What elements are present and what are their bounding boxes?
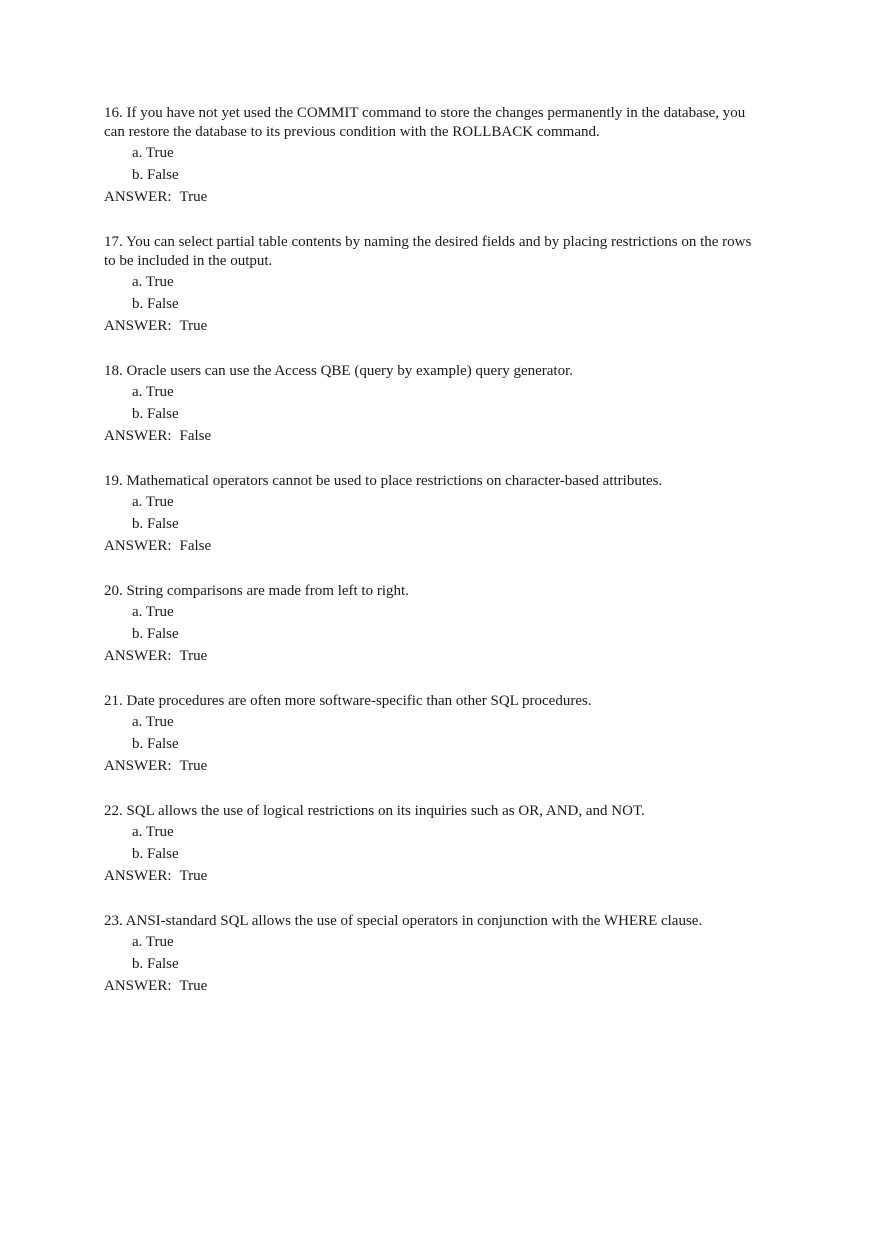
question-17 bbox=[104, 233, 764, 338]
option-a: a. True bbox=[132, 714, 174, 730]
answer-value: True bbox=[179, 978, 208, 994]
answer-line bbox=[104, 645, 764, 668]
option-b: b. False bbox=[132, 406, 179, 422]
answer-value: True bbox=[179, 189, 208, 205]
answer-line bbox=[104, 186, 764, 209]
option-a: a. True bbox=[132, 274, 174, 290]
question-stem: 17. You can select partial table contents by naming the desired fields and by placing restrictions on the rows to be included in the output. bbox=[104, 234, 752, 269]
question-21 bbox=[104, 692, 764, 778]
option-a: a. True bbox=[132, 604, 174, 620]
answer-line bbox=[104, 315, 764, 338]
option-a: a. True bbox=[132, 494, 174, 510]
option-b: b. False bbox=[132, 296, 179, 312]
option-b: b. False bbox=[132, 626, 179, 642]
answer-value: True bbox=[179, 318, 208, 334]
answer-value: True bbox=[179, 648, 208, 664]
question-stem: 23. ANSI-standard SQL allows the use of special operators in conjunction with the WHERE clause. bbox=[104, 913, 703, 929]
answer-value: True bbox=[179, 868, 208, 884]
answer-line bbox=[104, 425, 764, 448]
answer-label: ANSWER: bbox=[104, 538, 172, 554]
option-a: a. True bbox=[132, 824, 174, 840]
option-a: a. True bbox=[132, 384, 174, 400]
option-a: a. True bbox=[132, 934, 174, 950]
answer-label: ANSWER: bbox=[104, 868, 172, 884]
question-stem: 19. Mathematical operators cannot be used to place restrictions on character-based attributes. bbox=[104, 473, 663, 489]
option-b: b. False bbox=[132, 846, 179, 862]
option-b: b. False bbox=[132, 167, 179, 183]
answer-value: False bbox=[179, 538, 212, 554]
answer-label: ANSWER: bbox=[104, 428, 172, 444]
option-b: b. False bbox=[132, 516, 179, 532]
option-b: b. False bbox=[132, 736, 179, 752]
question-23 bbox=[104, 912, 764, 998]
question-stem: 20. String comparisons are made from left to right. bbox=[104, 583, 409, 599]
question-22 bbox=[104, 802, 764, 888]
question-stem: 21. Date procedures are often more software-specific than other SQL procedures. bbox=[104, 693, 592, 709]
question-stem: 22. SQL allows the use of logical restrictions on its inquiries such as OR, AND, and NOT. bbox=[104, 803, 645, 819]
document-page bbox=[104, 104, 764, 1022]
answer-line bbox=[104, 865, 764, 888]
option-b: b. False bbox=[132, 956, 179, 972]
answer-line bbox=[104, 755, 764, 778]
question-19 bbox=[104, 472, 764, 558]
question-20 bbox=[104, 582, 764, 668]
option-a: a. True bbox=[132, 145, 174, 161]
question-stem: 16. If you have not yet used the COMMIT command to store the changes permanently in the database, you can restore the database to its previous condition with the ROLLBACK command. bbox=[104, 105, 746, 140]
answer-label: ANSWER: bbox=[104, 648, 172, 664]
answer-label: ANSWER: bbox=[104, 318, 172, 334]
answer-label: ANSWER: bbox=[104, 189, 172, 205]
question-18 bbox=[104, 362, 764, 448]
question-16 bbox=[104, 104, 764, 209]
answer-label: ANSWER: bbox=[104, 758, 172, 774]
answer-line bbox=[104, 535, 764, 558]
question-stem: 18. Oracle users can use the Access QBE (query by example) query generator. bbox=[104, 363, 573, 379]
answer-line bbox=[104, 975, 764, 998]
answer-value: False bbox=[179, 428, 212, 444]
answer-label: ANSWER: bbox=[104, 978, 172, 994]
answer-value: True bbox=[179, 758, 208, 774]
